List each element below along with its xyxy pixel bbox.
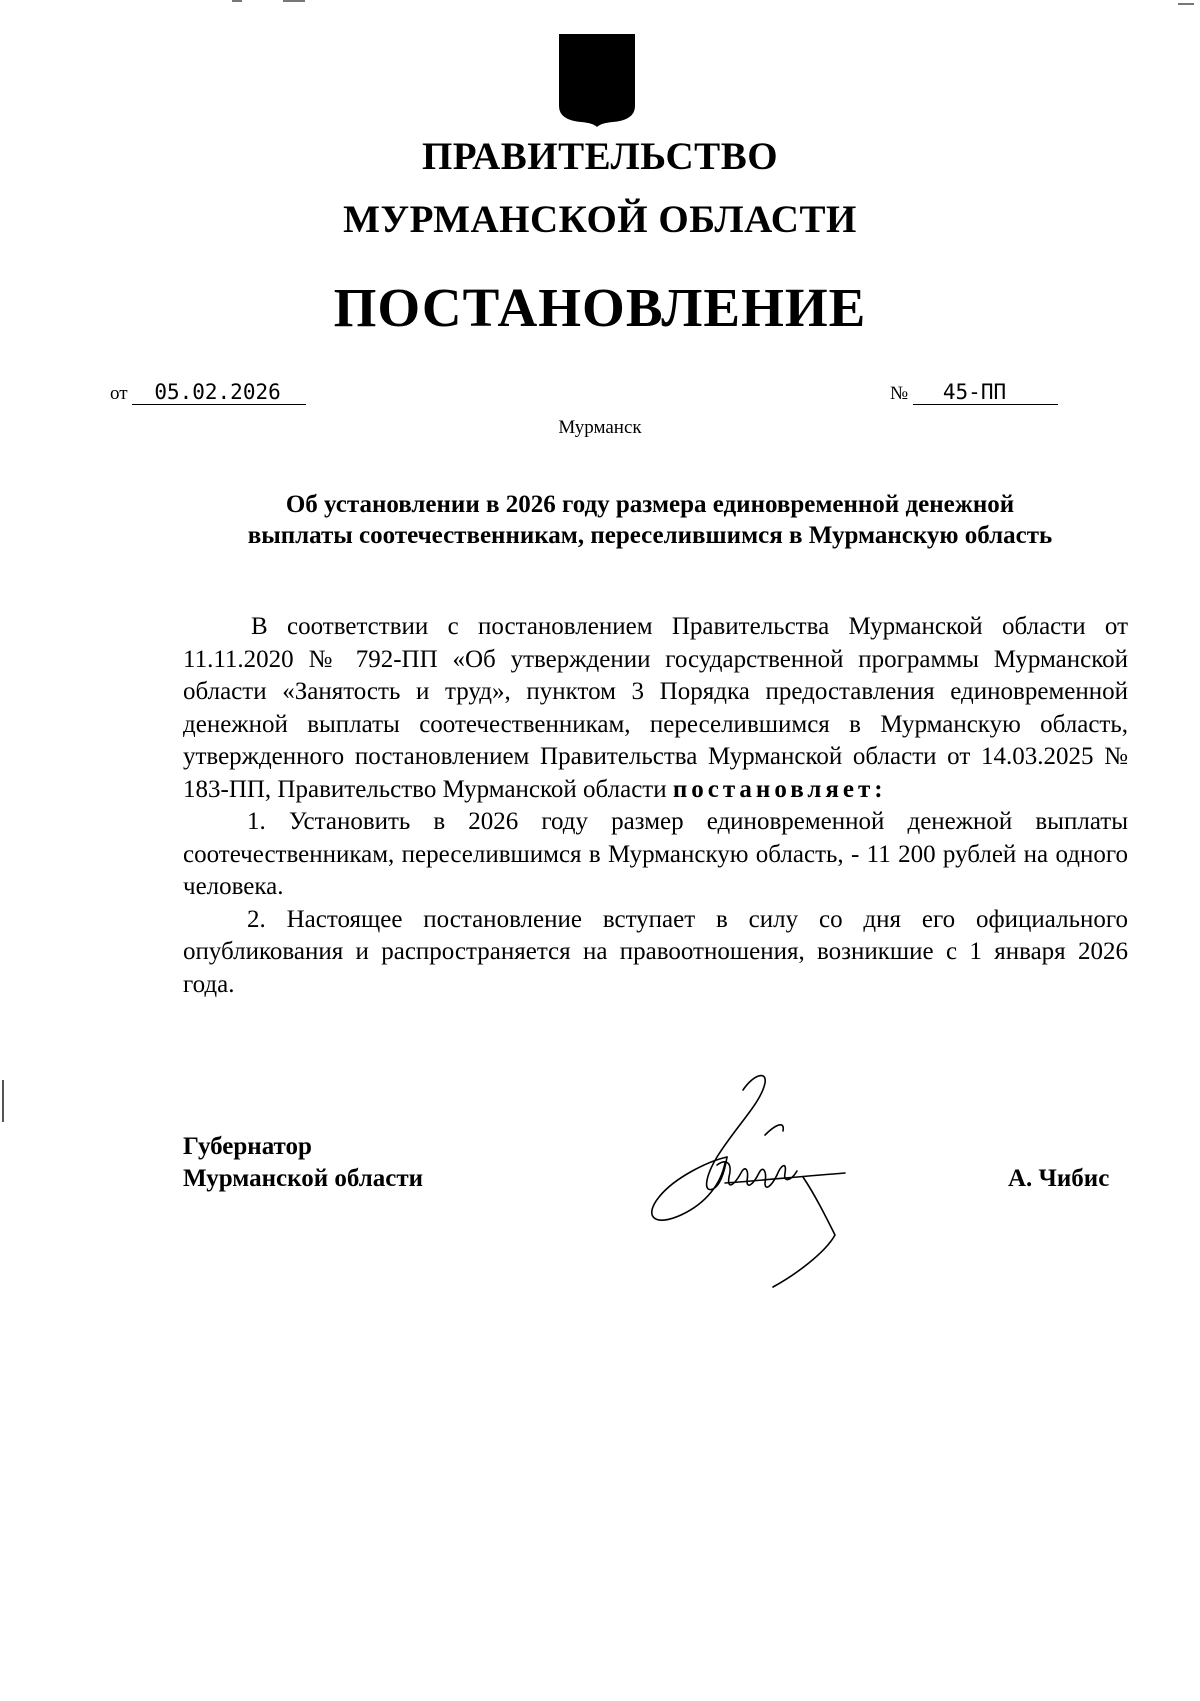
document-number [890, 380, 1058, 405]
organization-name-line-1: ПРАВИТЕЛЬСТВО [421, 135, 779, 178]
title-line-2: выплаты соотечественникам, переселившимся в Мурманскую область [247, 522, 1053, 549]
signer-name: А. Чибис [1008, 1165, 1110, 1192]
number-label: № [890, 383, 909, 404]
scan-artifact-top-mid [283, 0, 305, 2]
title-line-1: Об установлении в 2026 году размера единовременной денежной [285, 491, 1015, 518]
preamble-text: В соответствии с постановлением Правительства Мурманской области от 11.11.2020 № 792-ПП «Об утверждении государственной программы Мурманской области «Занятость и труд», пунктом 3 Порядка предоставления единовременной денежной выплаты соотечественникам, переселившимся в Мурманскую область, утвержденного постановлением Правительства Мурманской области от 14.03.2025 № 183-ПП, Правительство Мурманской области [183, 613, 1128, 803]
item-2-paragraph: 2. Настоящее постановление вступает в силу со дня его официального опубликования и распространяется на правоотношения, возникшие с 1 января 2026 года. [183, 905, 1128, 998]
date-value: 05.02.2026 [132, 380, 306, 405]
decree-word: постановляет: [672, 775, 887, 803]
date-label: от [110, 383, 128, 404]
scan-artifact-top-left [232, 0, 242, 2]
scan-margin-mark [2, 1080, 4, 1122]
scan-artifact-top-right [1178, 3, 1194, 5]
signer-position-line-1: Губернатор [183, 1133, 312, 1160]
document-title [180, 489, 1120, 551]
number-value: 45-ПП [913, 380, 1058, 405]
preamble-paragraph [183, 611, 1128, 806]
handwritten-signature [625, 1065, 885, 1295]
signer-position [183, 1131, 423, 1195]
coat-of-arms-emblem [557, 32, 637, 128]
organization-name-line-2: МУРМАНСКОЙ ОБЛАСТИ [343, 198, 857, 241]
city-name: Мурманск [558, 417, 642, 438]
document-body [183, 611, 1128, 1001]
item-1-paragraph: 1. Установить в 2026 году размер единовременной денежной выплаты соотечественникам, переселившимся в Мурманскую область, - 11 200 рублей на одного человека. [183, 808, 1128, 900]
document-type-heading: ПОСТАНОВЛЕНИЕ [333, 277, 867, 338]
document-date [110, 380, 306, 405]
signer-position-line-2: Мурманской области [183, 1165, 424, 1192]
